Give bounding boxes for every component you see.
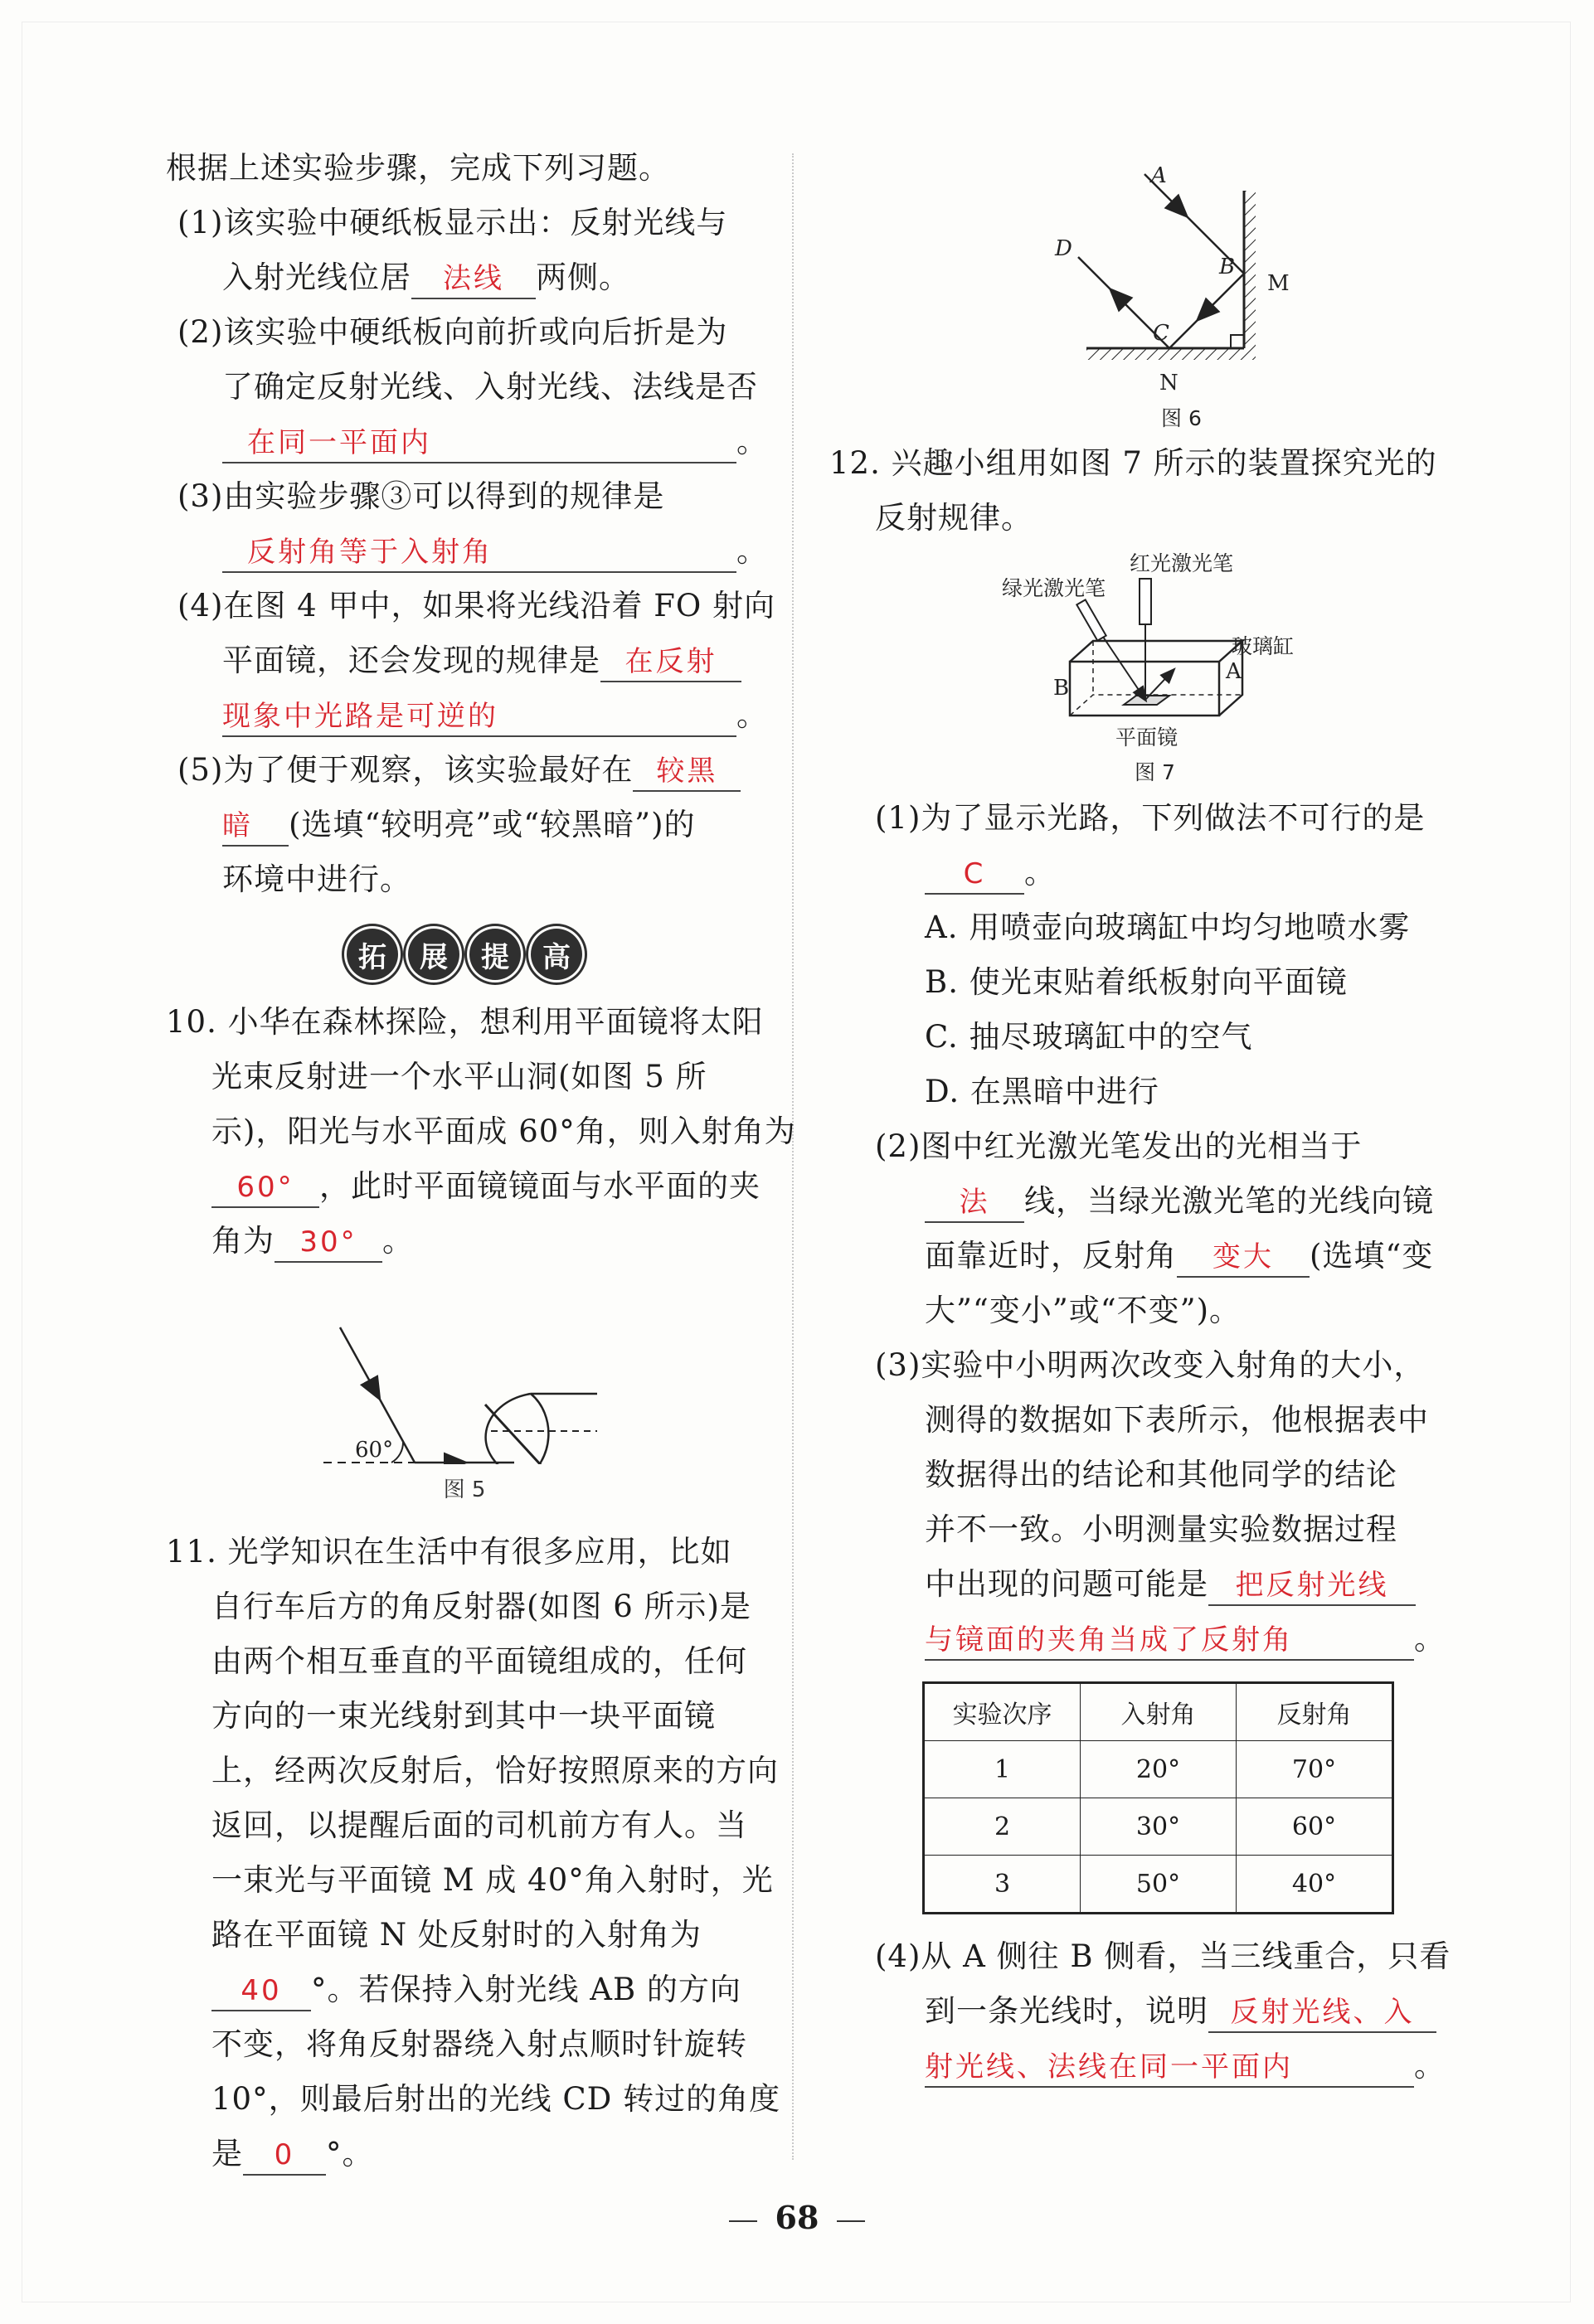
table-cell: 40° xyxy=(1237,1856,1393,1914)
q12-4-period: 。 xyxy=(1414,2048,1446,2084)
fig7-red-pen xyxy=(1140,579,1151,624)
figure-6-caption: 图 6 xyxy=(1161,406,1202,430)
table-cell: 2 xyxy=(924,1798,1081,1856)
figure-7-diagram xyxy=(829,546,1443,786)
figure-6-diagram xyxy=(829,149,1443,431)
fig7-label-mirror: 平面镜 xyxy=(1115,725,1178,750)
fig6-label-m: M xyxy=(1267,271,1290,296)
q12-4-line-a: (4)从 A 侧往 B 侧看，当三线重合，只看 xyxy=(875,1938,1451,1974)
page-number-value: 68 xyxy=(775,2199,819,2236)
table-cell: 30° xyxy=(1081,1798,1237,1856)
fig7-label-green: 绿光激光笔 xyxy=(1002,576,1106,600)
fig5-incident-ray xyxy=(340,1327,379,1398)
q9-3-line-a: (3)由实验步骤③可以得到的规律是 xyxy=(177,478,665,514)
q11-text-i: °。若保持入射光线 AB 的方向 xyxy=(311,1972,741,2007)
table-header-cell: 实验次序 xyxy=(924,1683,1081,1741)
q12-2-line-c xyxy=(829,1229,1443,1283)
fig6-label-b: B xyxy=(1219,255,1236,279)
q11-line-k: 10°，则最后射出的光线 CD 转过的角度 xyxy=(211,2081,781,2117)
q9-4-line-c xyxy=(166,688,768,743)
q9-5-answer-2: 暗 xyxy=(222,807,289,847)
fig6-label-d: D xyxy=(1055,236,1072,261)
q9-1-line-a: (1)该实验中硬纸板显示出：反射光线与 xyxy=(177,205,728,240)
section-header-extension xyxy=(166,929,763,980)
q10-text-e: 角为 xyxy=(211,1223,275,1259)
q9-1-text: 入射光线位居 xyxy=(222,260,411,295)
table-cell: 3 xyxy=(924,1856,1081,1914)
q10-answer-2: 30° xyxy=(275,1223,382,1263)
q12-2-text-c-post: (选填“变 xyxy=(1310,1238,1434,1274)
q9-4-answer-1: 在反射 xyxy=(600,643,741,682)
q12-3-answer-1: 把反射光线 xyxy=(1208,1566,1416,1606)
left-column xyxy=(166,141,796,2181)
q10-line-b: 光束反射进一个水平山洞(如图 5 所 xyxy=(211,1059,707,1094)
q12-2-line-d: 大”“变小”或“不变”)。 xyxy=(925,1293,1242,1328)
q12-3-line-b: 测得的数据如下表所示，他根据表中 xyxy=(925,1402,1429,1438)
q9-2-answer: 在同一平面内 xyxy=(222,424,736,463)
q12-1-option-a: A. 用喷壶向玻璃缸中均匀地喷水雾 xyxy=(925,910,1411,945)
q12-2-text-c: 面靠近时，反射角 xyxy=(925,1238,1177,1274)
table-header-row xyxy=(924,1683,1393,1741)
q12-line-b: 反射规律。 xyxy=(875,500,1033,536)
q11-line-i xyxy=(166,1963,763,2017)
table-row xyxy=(924,1798,1393,1856)
page-number-dash-right xyxy=(837,2220,865,2222)
q9-5-text: (5)为了便于观察，该实验最好在 xyxy=(177,752,634,788)
q10-text-d: ，此时平面镜镜面与水平面的夹 xyxy=(319,1168,761,1204)
q12-4-answer-1: 反射光线、入 xyxy=(1208,1993,1436,2033)
section-badge-1: 拓 xyxy=(347,929,398,980)
fig6-label-a: A xyxy=(1151,163,1167,188)
q12-2-line-a: (2)图中红光激光笔发出的光相当于 xyxy=(875,1128,1363,1164)
q10-period: 。 xyxy=(382,1223,414,1259)
fig7-mirror xyxy=(1124,696,1169,705)
fig6-label-n: N xyxy=(1159,371,1178,395)
q9-4-period: 。 xyxy=(736,697,768,733)
q9-4-line-a: (4)在图 4 甲中，如果将光线沿着 FO 射向 xyxy=(177,588,776,623)
q11-line-c: 由两个相互垂直的平面镜组成的，任何 xyxy=(211,1643,747,1679)
q12-4-line-b xyxy=(829,1984,1443,2039)
table-row xyxy=(924,1856,1393,1914)
q12-4-answer-2: 射光线、法线在同一平面内 xyxy=(925,2048,1414,2088)
q9-5-text-post: (选填“较明亮”或“较黑暗”)的 xyxy=(289,807,696,842)
section-badge-2: 展 xyxy=(408,929,459,980)
figure-5-caption: 图 5 xyxy=(443,1477,486,1502)
q12-4-line-c xyxy=(829,2039,1446,2094)
figure-5-diagram xyxy=(166,1274,763,1464)
q9-2-line-c xyxy=(166,415,768,469)
intro-text: 根据上述实验步骤，完成下列习题。 xyxy=(166,150,670,186)
q9-1-text-post: 两侧。 xyxy=(536,260,630,295)
q10-line-d xyxy=(166,1159,763,1214)
q10-line-a: 10. 小华在森林探险，想利用平面镜将太阳 xyxy=(166,1004,764,1040)
table-cell: 60° xyxy=(1237,1798,1393,1856)
q11-line-d: 方向的一束光线射到其中一块平面镜 xyxy=(211,1698,716,1734)
q12-3-line-e xyxy=(829,1557,1443,1612)
q12-1-line-b xyxy=(829,846,1443,900)
q11-answer-2: 0 xyxy=(243,2136,326,2176)
page-number-dash-left xyxy=(729,2220,757,2222)
q12-2-line-b xyxy=(829,1174,1443,1229)
q11-line-e: 上，经两次反射后，恰好按照原来的方向 xyxy=(211,1753,779,1788)
q9-4-line-b xyxy=(166,633,763,688)
q12-3-line-f xyxy=(829,1612,1446,1667)
q12-3-answer-2: 与镜面的夹角当成了反射角 xyxy=(925,1621,1414,1661)
data-table xyxy=(922,1681,1394,1914)
q10-line-c: 示)，阳光与水平面成 60°角，则入射角为 xyxy=(211,1113,796,1149)
q12-1-period: 。 xyxy=(1024,855,1056,890)
fig7-label-b: B xyxy=(1053,676,1070,701)
fig7-green-pen xyxy=(1076,599,1106,640)
fig7-label-red: 红光激光笔 xyxy=(1130,551,1234,575)
q9-5-line-c: 环境中进行。 xyxy=(222,861,411,897)
figure-7-caption: 图 7 xyxy=(1135,760,1175,784)
q11-line-a: 11. 光学知识在生活中有很多应用，比如 xyxy=(166,1534,732,1570)
fig7-label-tank: 玻璃缸 xyxy=(1232,634,1295,658)
fig7-label-a: A xyxy=(1226,659,1242,684)
right-column xyxy=(829,149,1451,2094)
q9-2-line-b: 了确定反射光线、入射光线、法线是否 xyxy=(222,369,758,405)
q11-line-b: 自行车后方的角反射器(如图 6 所示)是 xyxy=(211,1589,751,1624)
q11-line-f: 返回，以提醒后面的司机前方有人。当 xyxy=(211,1807,747,1843)
q9-2-period: 。 xyxy=(736,424,768,459)
q12-3-line-c: 数据得出的结论和其他同学的结论 xyxy=(925,1457,1397,1492)
q12-1-option-b: B. 使光束贴着纸板射向平面镜 xyxy=(925,964,1348,1000)
q9-1-answer: 法线 xyxy=(411,260,536,299)
q9-3-answer: 反射角等于入射角 xyxy=(222,533,736,573)
q9-1-line-b xyxy=(166,250,763,305)
q12-1-answer: C xyxy=(925,855,1024,895)
q11-line-h: 路在平面镜 N 处反射时的入射角为 xyxy=(211,1917,702,1953)
q9-3-period: 。 xyxy=(736,533,768,569)
q10-line-e xyxy=(166,1214,763,1269)
q12-3-text-e: 中出现的问题可能是 xyxy=(925,1566,1208,1602)
q9-2-line-a: (2)该实验中硬纸板向前折或向后折是为 xyxy=(177,314,728,350)
q11-line-g: 一束光与平面镜 M 成 40°角入射时，光 xyxy=(211,1862,774,1898)
q11-text-l-post: °。 xyxy=(326,2136,374,2171)
q11-text-l: 是 xyxy=(211,2136,243,2171)
table-row xyxy=(924,1741,1393,1798)
q12-3-period: 。 xyxy=(1414,1621,1446,1657)
section-badge-3: 提 xyxy=(469,929,521,980)
fig7-green-beam xyxy=(1103,637,1145,700)
q12-line-a: 12. 兴趣小组用如图 7 所示的装置探究光的 xyxy=(829,445,1437,481)
q12-2-text-b: 线，当绿光激光笔的光线向镜 xyxy=(1024,1183,1434,1219)
table-cell: 50° xyxy=(1081,1856,1237,1914)
fig6-ray-bc xyxy=(1198,274,1244,319)
table-header-cell: 入射角 xyxy=(1081,1683,1237,1741)
fig6-label-c: C xyxy=(1153,321,1169,346)
q11-line-l xyxy=(166,2127,763,2181)
page-number xyxy=(0,2199,1594,2236)
q12-4-text-b: 到一条光线时，说明 xyxy=(925,1993,1208,2029)
q12-1-option-c: C. 抽尽玻璃缸中的空气 xyxy=(925,1019,1253,1055)
q12-1-option-d: D. 在黑暗中进行 xyxy=(925,1074,1159,1109)
table-cell: 20° xyxy=(1081,1741,1237,1798)
q9-4-text: 平面镜，还会发现的规律是 xyxy=(222,643,600,678)
q9-5-answer-1: 较黑 xyxy=(633,752,741,792)
table-cell: 1 xyxy=(924,1741,1081,1798)
fig5-angle-label: 60° xyxy=(355,1438,394,1463)
q12-2-answer-1: 法 xyxy=(925,1183,1024,1223)
q11-line-j: 不变，将角反射器绕入射点顺时针旋转 xyxy=(211,2026,747,2062)
q12-3-line-a: (3)实验中小明两次改变入射角的大小， xyxy=(875,1347,1426,1383)
q9-3-line-b xyxy=(166,524,768,579)
section-badge-4: 高 xyxy=(531,929,582,980)
q9-4-answer-2: 现象中光路是可逆的 xyxy=(222,697,736,737)
q9-5-line-b xyxy=(166,798,763,852)
table-header-cell: 反射角 xyxy=(1237,1683,1393,1741)
q10-answer-1: 60° xyxy=(211,1168,319,1208)
q12-1-line-a: (1)为了显示光路，下列做法不可行的是 xyxy=(875,800,1426,836)
table-cell: 70° xyxy=(1237,1741,1393,1798)
q12-3-line-d: 并不一致。小明测量实验数据过程 xyxy=(925,1511,1397,1547)
q11-answer-1: 40 xyxy=(211,1972,311,2011)
q9-5-line-a xyxy=(166,743,763,798)
q12-2-answer-2: 变大 xyxy=(1177,1238,1310,1278)
